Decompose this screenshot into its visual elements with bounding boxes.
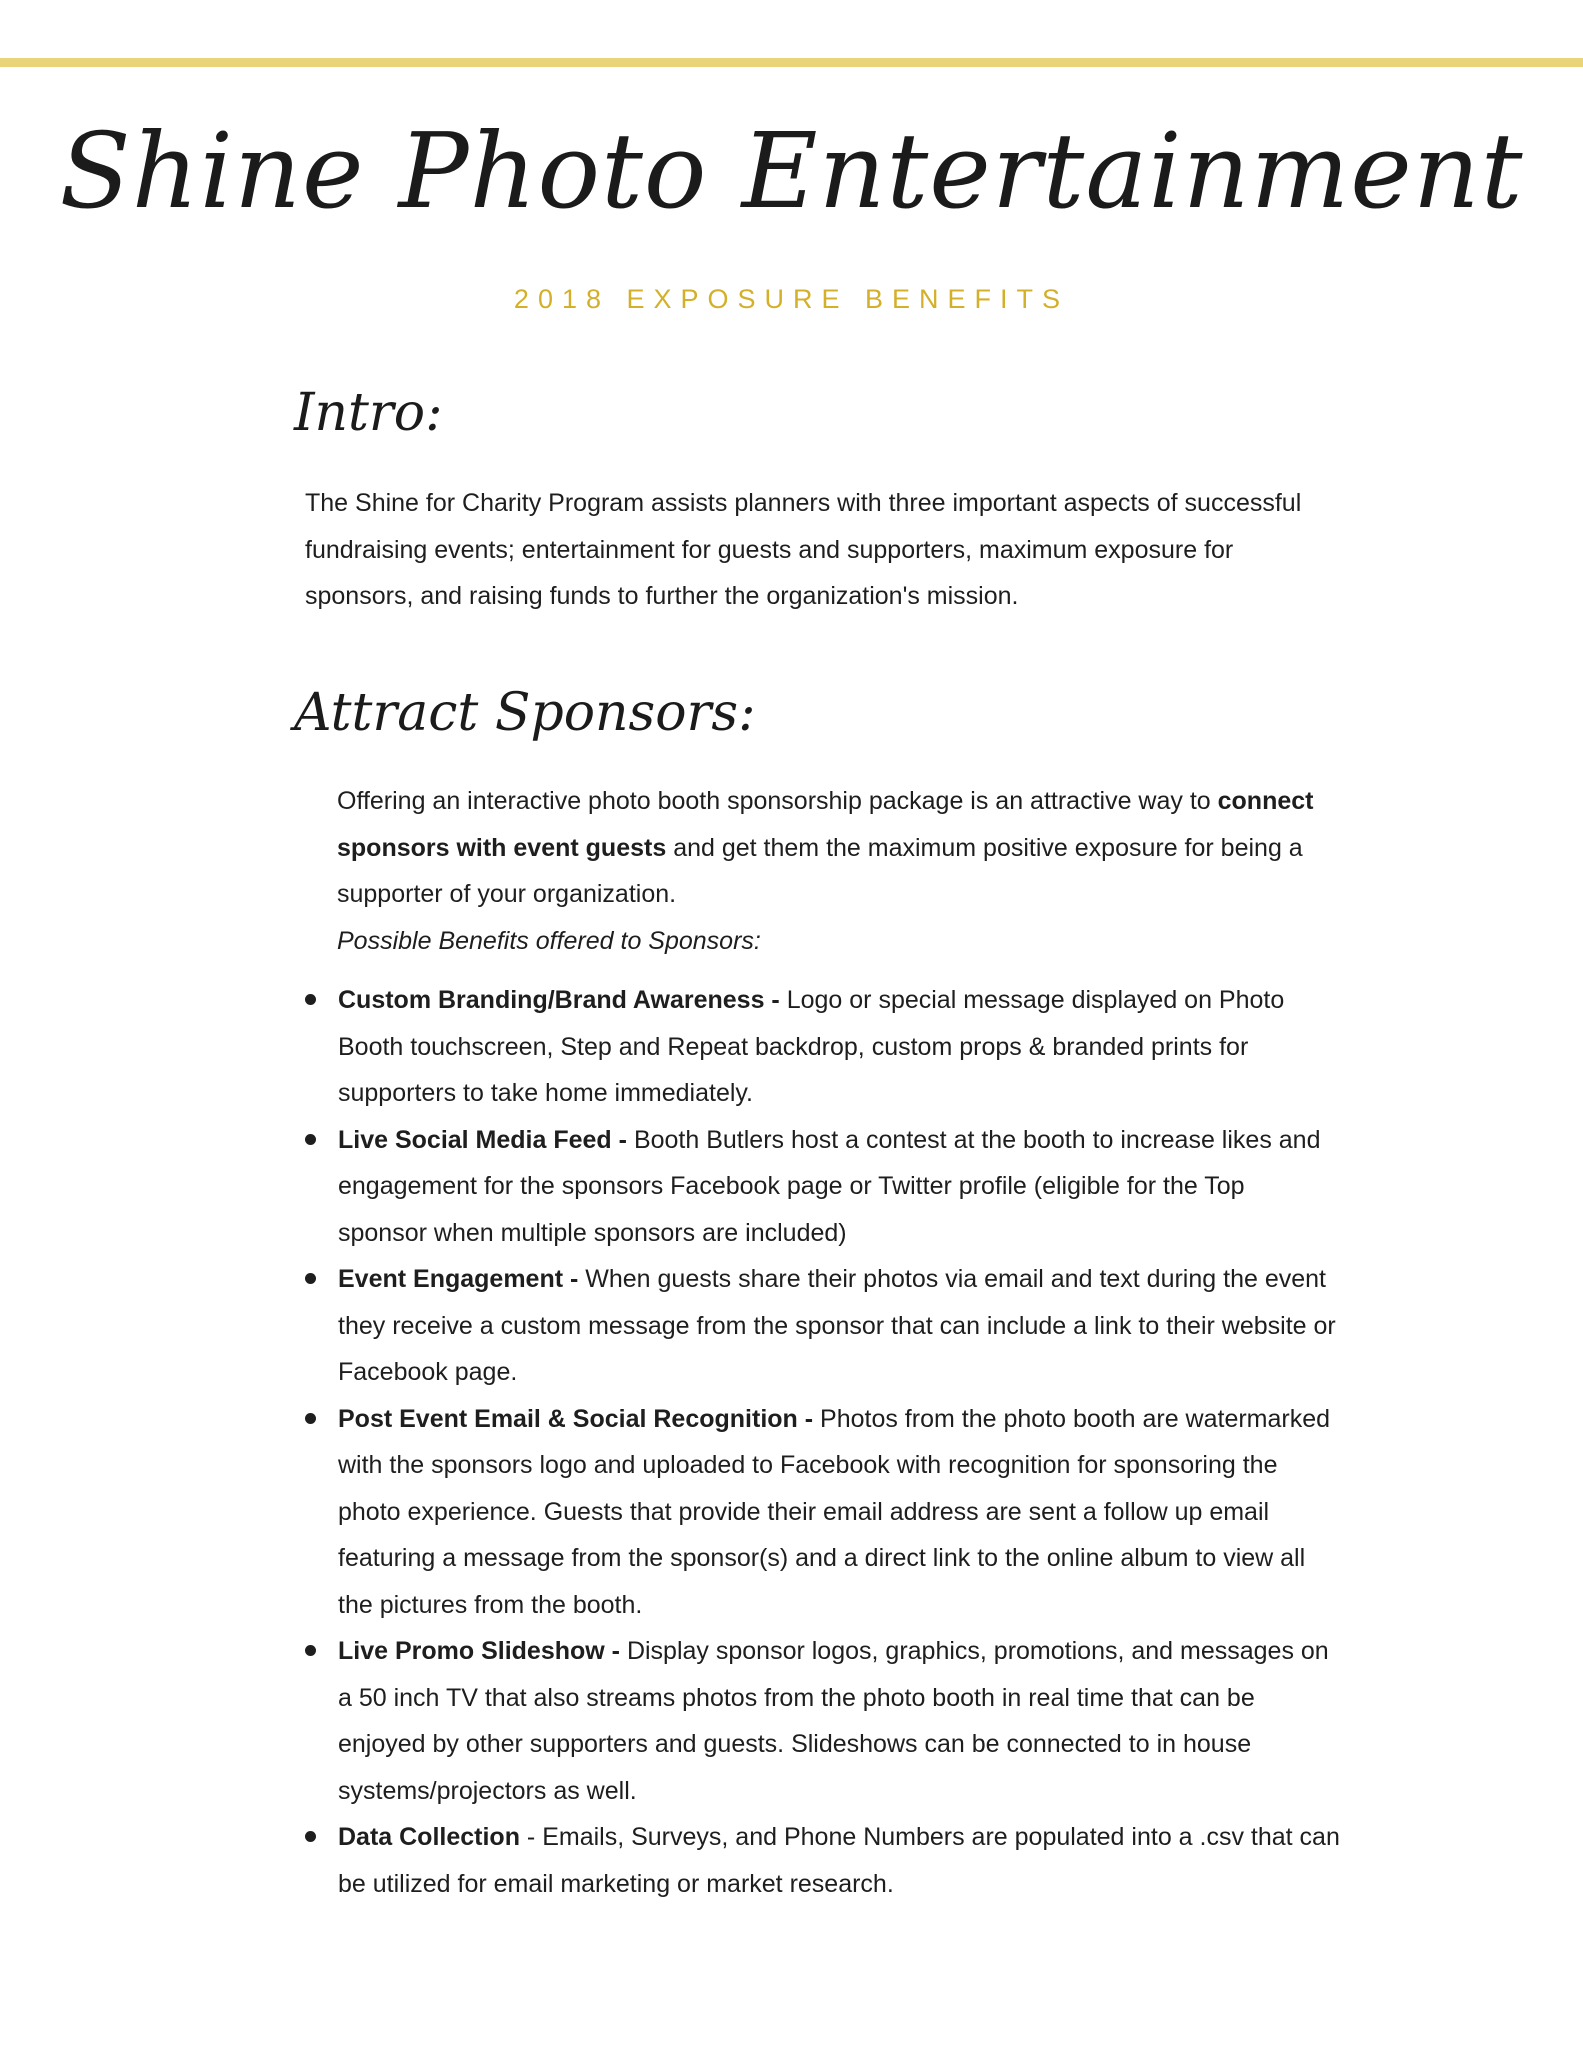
benefit-description: Photos from the photo booth are watermarked with the sponsors logo and uploaded to Facebook with recognition for sponsoring the photo experience. Guests that provide their email address are sent a follow up email featuring a message from the sponsor(s) and a direct link to the online album to view all the pictures from the booth. — [338, 1404, 1331, 1619]
brand-title: Shine Photo Entertainment — [59, 110, 1524, 232]
benefit-term: Post Event Email & Social Recognition - — [338, 1404, 821, 1433]
list-item — [300, 1628, 1340, 1814]
benefit-description: Logo or special message displayed on Photo Booth touchscreen, Step and Repeat backdrop, custom props & branded prints for supporters to take home immediately. — [338, 986, 1285, 1107]
bullet-icon — [305, 1645, 316, 1656]
intro-paragraph: The Shine for Charity Program assists planners with three important aspects of successful fundraising events; entertainment for guests and supporters, maximum exposure for sponsors, and raising funds to further the organization's mission. — [305, 489, 1302, 610]
list-item — [300, 1814, 1340, 1907]
bullet-icon — [305, 994, 316, 1005]
benefit-term: Live Promo Slideshow - — [338, 1637, 627, 1665]
top-accent-rule — [0, 58, 1583, 67]
benefit-term: Live Social Media Feed - — [338, 1125, 634, 1154]
benefit-term: Event Engagement - — [338, 1265, 586, 1293]
list-item — [300, 1117, 1340, 1257]
document-subtitle: 2018 EXPOSURE BENEFITS — [513, 284, 1070, 314]
benefit-term: Custom Branding/Brand Awareness - — [338, 986, 787, 1014]
benefit-list — [300, 977, 1340, 1907]
bullet-icon — [305, 1413, 316, 1424]
sponsors-intro-text: Offering an interactive photo booth sponsorship package is an attractive way to — [337, 787, 1218, 815]
bullet-icon — [305, 1134, 316, 1145]
benefit-description: Display sponsor logos, graphics, promotions, and messages on a 50 inch TV that also streams photos from the photo booth in real time that can be enjoyed by other supporters and guests. Slideshows can be connected to in house systems/projectors as well. — [338, 1637, 1329, 1805]
benefit-description: Booth Butlers host a contest at the booth to increase likes and engagement for the sponsors Facebook page or Twitter profile (eligible for the Top sponsor when multiple sponsors are included) — [338, 1125, 1321, 1247]
benefit-term: Data Collection — [338, 1823, 520, 1851]
sponsors-intro-emphasis: connect sponsors with event guests — [337, 787, 1314, 862]
sponsors-heading: Attract Sponsors: — [294, 683, 756, 743]
benefit-description: When guests share their photos via email and text during the event they receive a custom message from the sponsor that can include a link to their website or Facebook page. — [338, 1265, 1336, 1386]
benefits-caption: Possible Benefits offered to Sponsors: — [337, 926, 761, 955]
list-item — [300, 977, 1340, 1117]
benefit-description: - Emails, Surveys, and Phone Numbers are populated into a .csv that can be utilized for email marketing or market research. — [338, 1823, 1340, 1898]
list-item — [300, 1256, 1340, 1396]
bullet-icon — [305, 1273, 316, 1284]
intro-heading: Intro: — [294, 383, 443, 443]
bullet-icon — [305, 1831, 316, 1842]
list-item — [300, 1396, 1340, 1629]
sponsors-intro-text-end: and get them the maximum positive exposure for being a supporter of your organization. — [337, 833, 1303, 908]
sponsors-intro-paragraph — [337, 778, 1337, 964]
